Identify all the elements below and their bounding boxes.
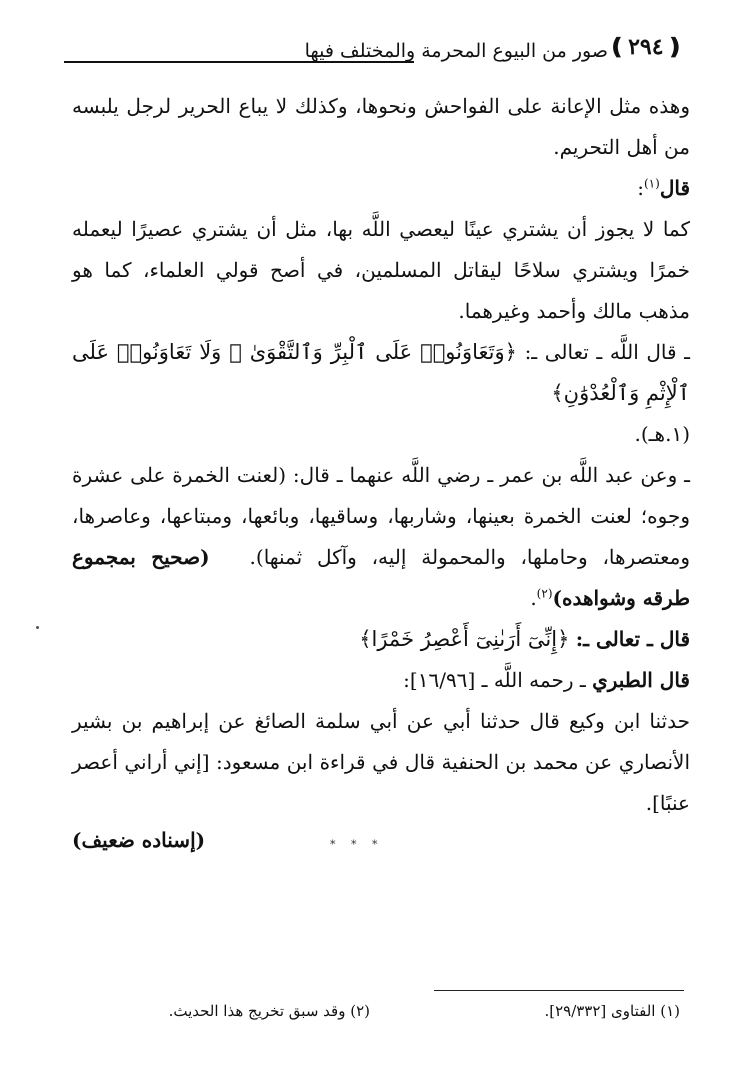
paragraph-7: حدثنا ابن وكيع قال حدثنا أبي عن أبي سلمة الصائغ عن إبراهيم بن بشير الأنصاري عن محمد بن الحنفية قال في قراءة ابن مسعود: [إني أراني أعصر عنبًا].	[72, 709, 690, 815]
paragraph-qala	[72, 168, 690, 209]
hadith-text: ـ وعن عبد اللَّه بن عمر ـ رضي اللَّه عنهما ـ قال: (لعنت الخمرة على عشرة وجوه؛ لعنت الخمرة بعينها، وشاربها، وساقيها، وبائعها، ومبتاعها، وعاصرها، ومعتصرها، وحاملها، والمحمولة إليه، وآكل ثمنها).	[72, 463, 690, 569]
footnote-ref-1: (١)	[643, 176, 660, 191]
footnote-ref-2: (٢)	[536, 586, 553, 601]
page-body	[72, 86, 690, 858]
verse-intro: ـ قال اللَّه ـ تعالى ـ:	[524, 340, 691, 364]
paragraph-5	[72, 619, 690, 660]
paragraph-6	[72, 660, 690, 701]
paragraph-1: وهذه مثل الإعانة على الفواحش ونحوها، وكذلك لا يباع الحرير لرجل يلبسه من أهل التحريم.	[72, 94, 690, 159]
qala-colon: :	[637, 176, 644, 200]
hadith-end: .	[530, 586, 537, 610]
footnotes	[160, 1002, 680, 1026]
grade-row	[72, 824, 690, 858]
weak-chain-grade: (إسناده ضعيف)	[72, 828, 206, 852]
scan-speck	[36, 626, 39, 629]
paragraph-4	[72, 455, 690, 619]
header-rule	[64, 61, 414, 63]
quran-verse-2: ﴿إِنِّىٓ أَرَىٰنِىٓ أَعْصِرُ خَمْرًا﴾	[359, 627, 570, 651]
qala-label: قال	[659, 176, 690, 200]
page-header	[60, 30, 690, 76]
paragraph-2: كما لا يجوز أن يشتري عينًا ليعصي اللَّه بها، مثل أن يشتري عصيرًا ليعمله خمرًا ويشتري سلاحًا ليقاتل المسلمين، في أصح قولي العلماء، كما هو مذهب مالك وأحمد وغيرهما.	[72, 217, 690, 323]
tabari-ref: ـ رحمه اللَّه ـ [١٦/٩٦]:	[403, 668, 586, 692]
hadith-grade: (صحيح بمجموع طرقه وشواهده)	[72, 545, 690, 610]
footnote-2: (٢) وقد سبق تخريج هذا الحديث.	[168, 1002, 370, 1020]
paragraph-3	[72, 332, 690, 455]
footnote-1: (١) الفتاوى [٢٩/٣٣٢].	[544, 1002, 680, 1020]
running-title: صور من البيوع المحرمة والمختلف فيها	[304, 40, 608, 62]
page-number: ❪ ٢٩٤ ❫	[602, 34, 690, 60]
footnote-rule	[434, 990, 684, 991]
quran-verse-1: ﴿وَتَعَاوَنُوا۟ عَلَى ٱلْبِرِّ وَٱلتَّقْوَىٰ ۖ وَلَا تَعَاوَنُوا۟ عَلَى ٱلْإِثْمِ وَٱلْعُدْوَٰنِ﴾	[72, 340, 690, 405]
section-separator: * * *	[330, 838, 384, 851]
verse-label: قال ـ تعالى ـ:	[575, 627, 690, 651]
quote-end: (١.هـ).	[634, 422, 690, 446]
tabari-label: قال الطبري	[592, 668, 690, 692]
